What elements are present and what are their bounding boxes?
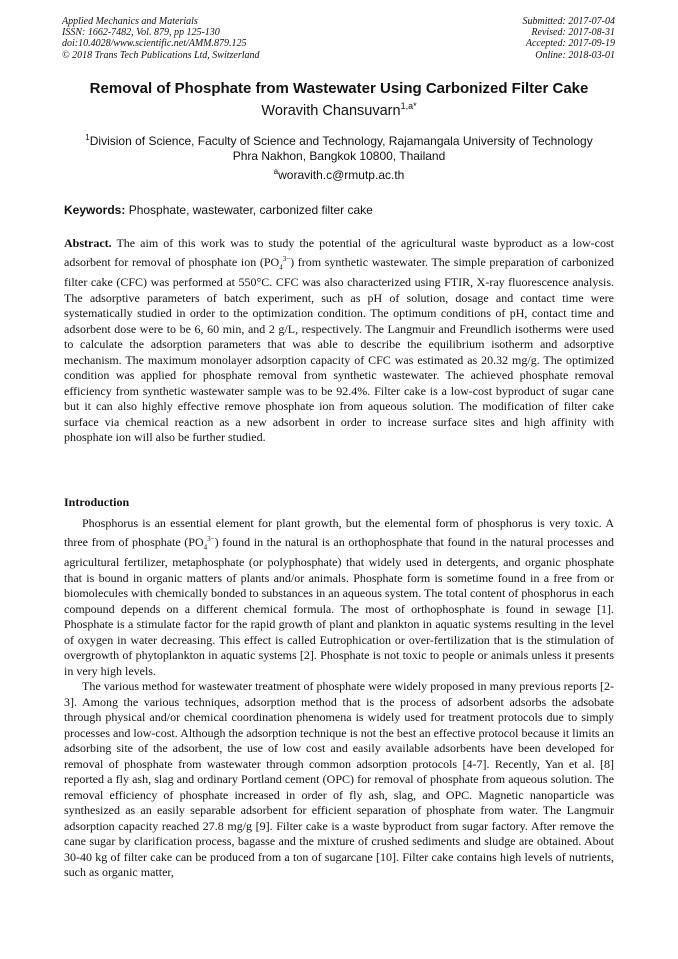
journal-copyright: © 2018 Trans Tech Publications Ltd, Switzerland xyxy=(62,49,260,61)
date-online: Online: 2018-03-01 xyxy=(535,49,615,61)
abstract-superscript: 3− xyxy=(282,254,291,263)
abstract xyxy=(64,236,614,446)
keywords-label: Keywords: xyxy=(64,203,126,217)
journal-doi[interactable]: doi:10.4028/www.scientific.net/AMM.879.125 xyxy=(62,38,247,50)
abstract-label: Abstract. xyxy=(64,236,112,250)
journal-issn: ISSN: 1662-7482, Vol. 879, pp 125-130 xyxy=(62,27,220,39)
introduction-paragraph-2: The various method for wastewater treatment of phosphate were widely proposed in many previous reports [2-3]. Among the various techniques, adsorption method that is the process of adsorbent adsorbs the adsobate through physical and/or chemical coordination phenomena is widely used for treatment protocols due to simply processes and low-cost. Although the adsorption technique is not the best an effective protocol because it limits an adsorbing site of the adsorbent, the use of low cost and easily available adsorbents have been developed for removal of phosphate from wastewater through common adsorption protocols [4-7]. Recently, Yan et al. [8] reported a fly ash, slag and ordinary Portland cement (OPC) for removal of phosphate from aqueous solution. The removal efficiency of phosphate increased in order of fly ash, slag, and OPC. Magnetic nanoparticle was synthesized as an easily separable adsorbent for efficient separation of phosphate from water. The Langmuir adsorption capacity reached 27.8 mg/g [9]. Filter cake is a waste byproduct from sugar factory. After remove the cane sugar by clarification process, bagasse and the mixture of crushed sediments and sludge are obtained. About 30-40 kg of filter cake can be produced from a ton of sugarcane [10]. Filter cake contains high levels of nutrients, such as organic matter, xyxy=(64,679,614,880)
abstract-subscript: 4 xyxy=(279,262,283,271)
date-submitted: Submitted: 2017-07-04 xyxy=(522,16,615,27)
affiliation-mark: 1 xyxy=(85,133,90,142)
introduction-body xyxy=(64,516,614,881)
author-marks: 1,a* xyxy=(400,101,417,111)
journal-name: Applied Mechanics and Materials xyxy=(62,16,198,27)
abstract-text-1: The aim of this work was to study the potential of the agricultural waste byproduct as a low-cost adsorbent for removal of phosphate ion (PO xyxy=(64,236,614,269)
intro-p1-text-b: ) found in the natural is an orthophosphate that found in the natural processes and agricultural fertilizer, metaphosphate (or polyphosphate) that widely used in detergents, and organic phosphate that is bound in organic matters of plants and/or animals. Phosphate form is sometime found in a free from or biomolecules with chemically bonded to substances in an aqueous system. The total content of phosphorus in each compound depends on a different chemical formula. The most of orthophosphate is found in sewage [1]. Phosphate is a stimulate factor for the rapid growth of plant and plankton in aquatic systems resulting in the level of oxygen in water decreasing. This effect is called Eutrophication or over-fertilization that is the stimulation of overgrowth of phytoplankton in aquatic systems [2]. Phosphate is not toxic to people or animals unless it presents in very high levels. xyxy=(64,534,615,678)
author-line xyxy=(0,101,678,119)
intro-p1-superscript: 3− xyxy=(207,534,215,543)
date-accepted: Accepted: 2017-09-19 xyxy=(525,38,615,50)
date-revised: Revised: 2017-08-31 xyxy=(531,27,615,39)
abstract-text-2: ) from synthetic wastewater. The simple preparation of carbonized filter cake (CFC) was performed at 550°C. CFC was also characterized using FTIR, X-ray fluorescence analysis. The adsorptive parameters of batch experiment, such as pH of solution, dosage and contact time were systematically studied in order to the optimization condition. The optimum conditions of pH, contact time and adsorbent dose were to be 6, 60 min, and 2 g/L, respectively. The Langmuir and Freundlich isotherms were used to calculate the adsorption parameters that was able to describe the equilibrium isotherm and adsorptive mechanism. The maximum monolayer adsorption capacity of CFC was estimated as 20.32 mg/g. The optimized condition was applied for phosphate removal from synthetic wastewater. The achieved phosphate removal efficiency from synthetic wastewater sample was to be 92.4%. Filter cake is a low-cost byproduct of sugar cane but it can also highly effective remove phosphate ion from aqueous solution. The modification of filter cake surface via chemical reaction as a new adsorbent in order to increase surface sites and high affinity with phosphate ion will also be further studied. xyxy=(64,254,614,445)
author-name: Woravith Chansuvarn xyxy=(261,102,401,119)
affiliation xyxy=(62,130,616,164)
keywords xyxy=(64,203,373,217)
journal-info xyxy=(62,16,260,61)
intro-p1-text-a: Phosphorus is an essential element for plant growth, but the elemental form of phosphorus is very toxic. A three from of phosphate (PO xyxy=(64,516,614,549)
affiliation-line-2: Phra Nakhon, Bangkok 10800, Thailand xyxy=(232,149,446,163)
keywords-text: Phosphate, wastewater, carbonized filter cake xyxy=(125,203,373,217)
paper-title: Removal of Phosphate from Wastewater Using Carbonized Filter Cake xyxy=(89,80,589,97)
introduction-heading: Introduction xyxy=(64,495,130,509)
intro-p1-subscript: 4 xyxy=(203,542,208,551)
email-mark: a xyxy=(273,167,279,176)
submission-dates xyxy=(523,16,616,61)
email-address[interactable]: woravith.c@rmutp.ac.th xyxy=(278,168,405,182)
introduction-paragraph-1 xyxy=(64,516,614,679)
affiliation-line-1: Division of Science, Faculty of Science and Technology, Rajamangala University of Technology xyxy=(89,134,593,148)
author-email xyxy=(0,167,678,182)
